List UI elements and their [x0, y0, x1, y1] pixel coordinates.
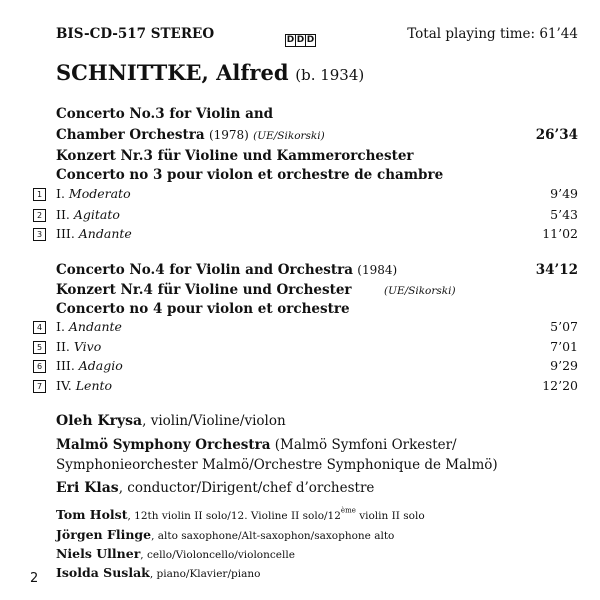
track-row — [56, 207, 578, 222]
extra-performer — [56, 524, 394, 543]
track-prefix: II. — [56, 207, 70, 222]
concerto3-publisher: (UE/Sikorski) — [253, 130, 325, 142]
track-duration: 12’20 — [542, 378, 578, 393]
track-title: Agitato — [73, 207, 120, 222]
extra-performer-sup: ème — [340, 506, 356, 515]
track-row — [56, 339, 578, 354]
track-title: Adagio — [78, 358, 123, 373]
concerto4-year: (1984) — [357, 263, 398, 277]
composer-heading — [56, 60, 364, 85]
concerto3-title-line2-wrap — [56, 127, 325, 143]
extra-performer-role-b: violin II solo — [355, 510, 425, 522]
track-duration: 11’02 — [542, 226, 578, 241]
conductor-line — [56, 480, 374, 496]
extra-performer-role: , 12th violin II solo/12. Violine II solo/12 — [127, 510, 341, 522]
extra-performer — [56, 562, 260, 581]
concerto4-title-wrap — [56, 262, 397, 278]
track-prefix: I. — [56, 319, 65, 334]
track-title: Lento — [75, 378, 113, 393]
concerto4-title: Concerto No.4 for Violin and Orchestra — [56, 262, 353, 278]
track-number-3: 3 — [33, 228, 46, 241]
concerto3-duration: 26’34 — [535, 127, 578, 143]
concerto3-title-line2: Chamber Orchestra — [56, 127, 205, 143]
track-prefix: I. — [56, 186, 65, 201]
orchestra-name: Malmö Symphony Orchestra — [56, 437, 271, 453]
track-number-7: 7 — [33, 380, 46, 393]
track-number-4: 4 — [33, 321, 46, 334]
concerto4-publisher: (UE/Sikorski) — [384, 285, 456, 297]
track-row — [56, 226, 578, 241]
concerto4-german-wrap — [56, 282, 352, 298]
track-duration: 9’29 — [550, 358, 578, 373]
concerto4-french: Concerto no 4 pour violon et orchestre — [56, 301, 350, 317]
extra-performer-name: Isolda Suslak — [56, 565, 150, 580]
total-playing-time: Total playing time: 61’44 — [407, 26, 578, 42]
soloist-role: , violin/Violine/violon — [142, 413, 286, 429]
track-prefix: III. — [56, 226, 75, 241]
page-number: 2 — [30, 571, 39, 586]
extra-performer-role: , cello/Violoncello/violoncelle — [140, 549, 295, 561]
orchestra-line — [56, 437, 457, 453]
concerto3-french: Concerto no 3 pour violon et orchestre de chambre — [56, 167, 444, 183]
track-title: Moderato — [68, 186, 131, 201]
extra-performer-name: Tom Holst — [56, 507, 128, 522]
ddd-letter: D — [306, 35, 315, 45]
concerto3-german: Konzert Nr.3 für Violine und Kammerorchester — [56, 148, 414, 164]
concerto3-year: (1978) — [208, 128, 249, 142]
track-duration: 9’49 — [550, 186, 578, 201]
track-duration: 5’07 — [550, 319, 578, 334]
extra-performer — [56, 543, 295, 562]
track-duration: 5’43 — [550, 207, 578, 222]
track-prefix: IV. — [56, 378, 72, 393]
concerto4-duration: 34’12 — [535, 262, 578, 278]
track-duration: 7’01 — [550, 339, 578, 354]
orchestra-alt2: Symphonieorchester Malmö/Orchestre Symphonique de Malmö) — [56, 457, 498, 473]
track-row — [56, 186, 578, 201]
extra-performer-role: , alto saxophone/Alt-saxophon/saxophone alto — [151, 530, 395, 542]
catalog-number: BIS-CD-517 STEREO — [56, 26, 215, 42]
track-title: Andante — [68, 319, 122, 334]
composer-dates: (b. 1934) — [295, 66, 365, 84]
soloist-name: Oleh Krysa — [56, 413, 143, 429]
orchestra-alt1: (Malmö Symfoni Orkester/ — [270, 437, 457, 453]
soloist-line — [56, 413, 286, 429]
conductor-name: Eri Klas — [56, 480, 119, 496]
extra-performer — [56, 504, 425, 523]
concerto3-title-line1: Concerto No.3 for Violin and — [56, 106, 274, 122]
extra-performer-name: Jörgen Flinge — [56, 527, 152, 542]
track-row — [56, 319, 578, 334]
concerto4-german: Konzert Nr.4 für Violine und Orchester — [56, 282, 352, 298]
extra-performer-name: Niels Ullner — [56, 546, 141, 561]
track-prefix: III. — [56, 358, 75, 373]
ddd-badge — [285, 27, 316, 47]
track-prefix: II. — [56, 339, 70, 354]
track-number-1: 1 — [33, 188, 46, 201]
track-row — [56, 378, 578, 393]
track-number-2: 2 — [33, 209, 46, 222]
track-row — [56, 358, 578, 373]
track-number-5: 5 — [33, 341, 46, 354]
track-title: Andante — [78, 226, 132, 241]
ddd-letter: D — [296, 35, 305, 45]
track-number-6: 6 — [33, 360, 46, 373]
ddd-letter: D — [286, 35, 295, 45]
extra-performer-role: , piano/Klavier/piano — [149, 568, 261, 580]
conductor-role: , conductor/Dirigent/chef d’orchestre — [118, 480, 375, 496]
composer-name: SCHNITTKE, Alfred — [56, 60, 289, 85]
track-title: Vivo — [73, 339, 102, 354]
